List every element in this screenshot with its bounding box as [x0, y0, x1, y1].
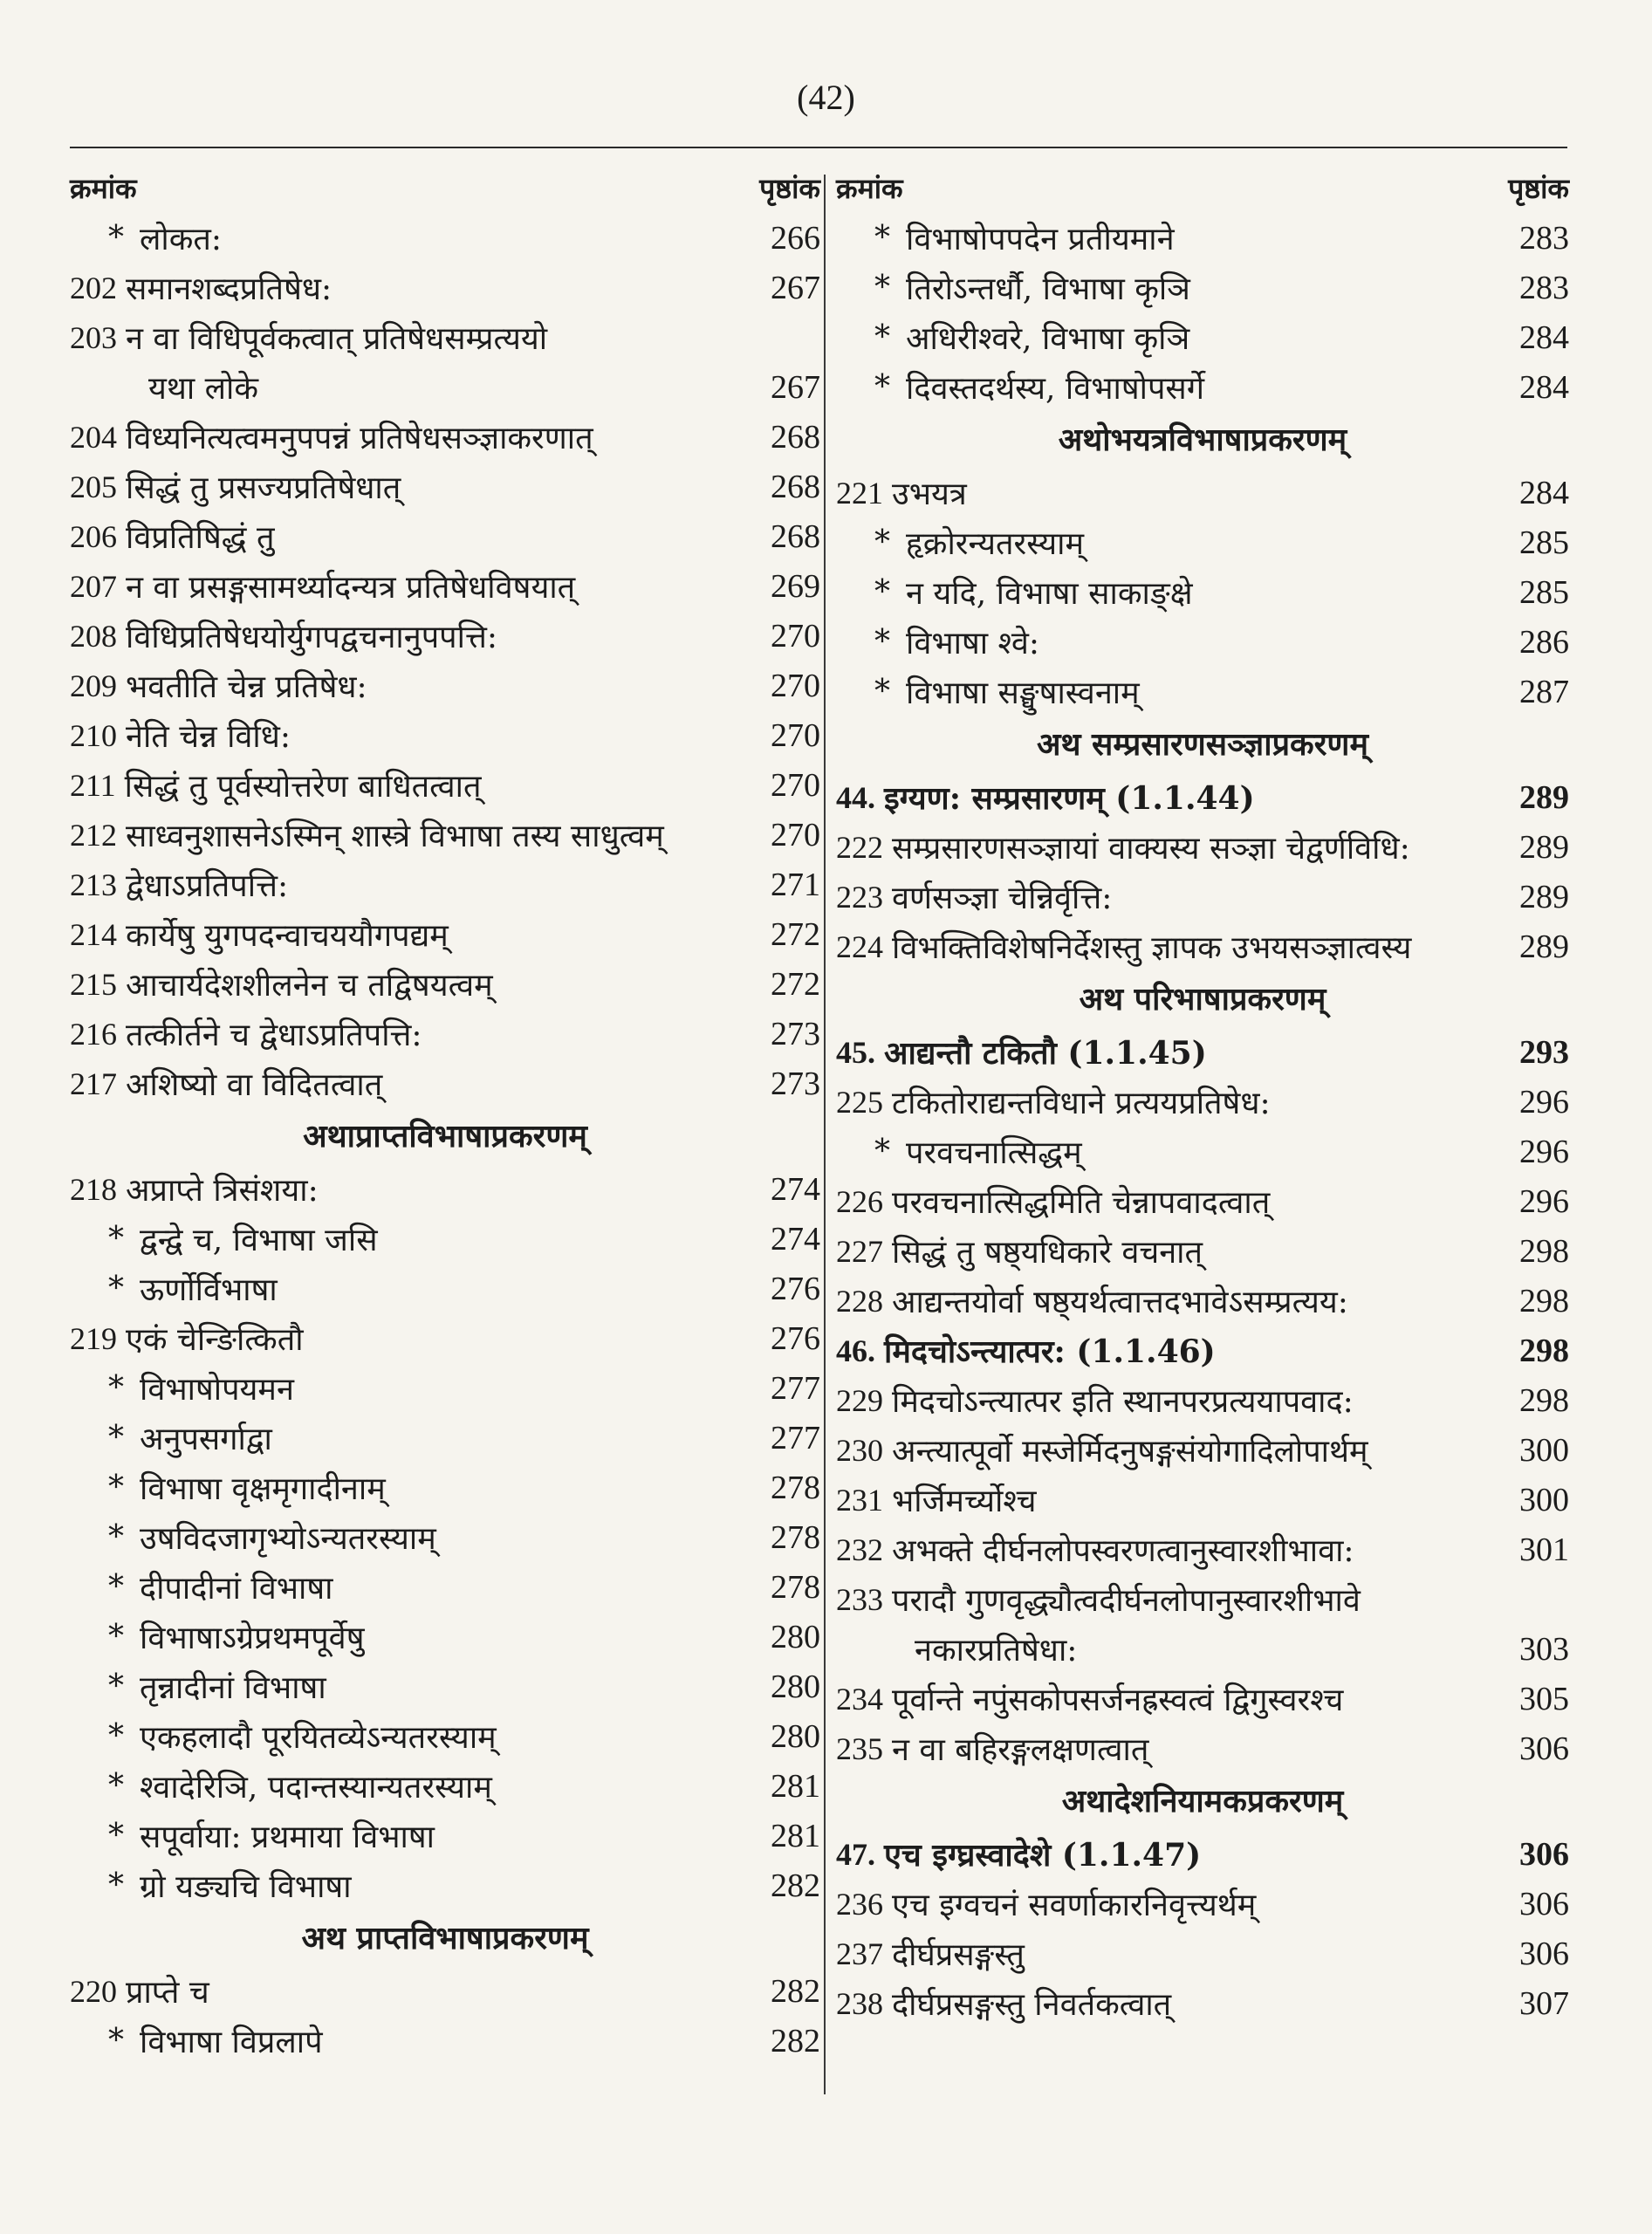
page-ref: 278	[771, 1518, 820, 1556]
entry-number: 214	[70, 916, 117, 952]
page-ref: 267	[771, 368, 820, 406]
page-ref: 270	[771, 766, 820, 804]
asterisk-marker: *	[108, 2023, 124, 2059]
page-ref: 282	[771, 2022, 820, 2059]
entry-number: 226	[836, 1183, 883, 1219]
section-heading: अथोभयत्रविभाषाप्रकरणम्	[1058, 421, 1347, 458]
toc-entry	[836, 617, 1569, 667]
asterisk-marker: *	[108, 1519, 124, 1555]
entry-text: आद्यन्तौ टकितौ (1.1.45)	[884, 1035, 1207, 1072]
page-ref: 303	[1519, 1630, 1569, 1668]
entry-number: 205	[70, 469, 117, 504]
page-ref: 306	[1519, 1935, 1569, 1972]
page-ref: 289	[1519, 778, 1569, 816]
entry-text: न यदि, विभाषा साकाङ्क्षे	[906, 576, 1193, 612]
toc-entry	[70, 611, 820, 661]
asterisk-marker: *	[108, 1370, 124, 1406]
entry-number: 212	[70, 817, 117, 853]
asterisk-marker: *	[108, 1669, 124, 1704]
toc-entry	[70, 1811, 820, 1861]
entry-text: द्वेधाऽप्रतिपत्ति:	[126, 868, 289, 904]
entry-text: अशिष्यो वा विदितत्वात्	[126, 1067, 383, 1103]
page-ref: 273	[771, 1065, 820, 1102]
toc-entry	[70, 1711, 820, 1761]
asterisk-marker: *	[108, 1470, 124, 1505]
asterisk-marker: *	[108, 220, 124, 256]
page-ref: 276	[771, 1319, 820, 1357]
entry-number: 215	[70, 966, 117, 1002]
toc-entry	[836, 1624, 1569, 1674]
page-ref: 272	[771, 915, 820, 953]
entry-number: 213	[70, 867, 117, 902]
page-ref: 282	[771, 1867, 820, 1904]
entry-text: वर्णसञ्ज्ञा चेन्निर्वृत्ति:	[892, 881, 1113, 916]
page-ref: 284	[1519, 368, 1569, 406]
entry-text: यथा लोके	[148, 371, 259, 407]
section-heading: अथादेशनियामकप्रकरणम्	[1061, 1783, 1344, 1819]
page-ref: 305	[1519, 1680, 1569, 1717]
toc-entry	[836, 1879, 1569, 1929]
entry-number: 220	[70, 1973, 117, 2009]
entry-text: अप्राप्ते त्रिसंशया:	[126, 1173, 319, 1209]
entry-text: टकितोराद्यन्तविधाने प्रत्ययप्रतिषेध:	[892, 1086, 1271, 1121]
page-ref: 282	[771, 1972, 820, 2010]
toc-entry	[836, 468, 1569, 517]
toc-entry	[836, 1226, 1569, 1276]
entry-number: 237	[836, 1936, 883, 1971]
toc-entry	[70, 362, 820, 412]
toc-entry	[70, 1214, 820, 1264]
entry-text: तिरोऽन्तर्धौ, विभाषा कृञि	[906, 271, 1190, 307]
toc-entry	[836, 1127, 1569, 1176]
page-ref: 278	[771, 1469, 820, 1506]
page-ref: 285	[1519, 573, 1569, 611]
sutra-entry	[836, 1829, 1569, 1879]
page-ref: 306	[1519, 1885, 1569, 1922]
page-ref: 289	[1519, 878, 1569, 915]
toc-entry	[836, 517, 1569, 567]
page-ref: 270	[771, 816, 820, 853]
toc-entry	[836, 213, 1569, 263]
page-ref: 298	[1519, 1332, 1569, 1369]
entry-text: नेति चेन्न विधि:	[126, 719, 291, 755]
toc-entry	[836, 1276, 1569, 1326]
toc-entry	[836, 1978, 1569, 2028]
page-ref: 306	[1519, 1730, 1569, 1767]
section-heading: अथाप्राप्तविभाषाप्रकरणम्	[303, 1118, 587, 1155]
page-ref: 286	[1519, 623, 1569, 661]
entry-text: विभाषा वृक्षमृगादीनाम्	[140, 1471, 386, 1507]
entry-text: सम्प्रसारणसञ्ज्ञायां वाक्यस्य सञ्ज्ञा चेद्वर्णविधि:	[892, 831, 1410, 867]
page-ref: 284	[1519, 474, 1569, 511]
entry-text: दिवस्तदर्थस्य, विभाषोपसर्गे	[906, 371, 1205, 407]
sutra-entry	[836, 772, 1569, 822]
entry-text: दीपादीनां विभाषा	[140, 1571, 333, 1607]
toc-entry	[836, 312, 1569, 362]
asterisk-marker: *	[108, 1718, 124, 1754]
entry-text: भवतीति चेन्न प्रतिषेध:	[126, 669, 367, 705]
sutra-entry	[836, 1326, 1569, 1375]
entry-text: सिद्धं तु षष्ठ्यधिकारे वचनात्	[892, 1235, 1203, 1271]
toc-entry	[70, 1264, 820, 1313]
entry-text: दीर्घप्रसङ्गस्तु निवर्तकत्वात्	[892, 1987, 1172, 2023]
entry-number: 209	[70, 668, 117, 703]
toc-entry	[836, 1475, 1569, 1525]
entry-text: मिदचोऽन्त्यात्पर: (1.1.46)	[884, 1333, 1216, 1370]
asterisk-marker: *	[108, 1569, 124, 1605]
page-ref: 268	[771, 418, 820, 456]
page-ref: 277	[771, 1369, 820, 1407]
toc-entry	[836, 1574, 1569, 1624]
entry-text: विध्यनित्यत्वमनुपपन्नं प्रतिषेधसञ्ज्ञाकरणात्	[126, 421, 593, 456]
page-ref: 270	[771, 716, 820, 754]
page-ref: 283	[1519, 269, 1569, 306]
entry-number: 236	[836, 1886, 883, 1922]
entry-number: 223	[836, 879, 883, 915]
entry-text: भर्जिमर्च्योश्च	[892, 1484, 1037, 1519]
toc-entry	[70, 1363, 820, 1413]
entry-text: परवचनात्सिद्धमिति चेन्नापवादत्वात्	[892, 1185, 1271, 1221]
entry-number: 221	[836, 475, 883, 511]
entry-text: इग्यण: सम्प्रसारणम् (1.1.44)	[884, 780, 1255, 817]
entry-text: ग्रो यङ्यचि विभाषा	[140, 1869, 352, 1905]
entry-text: मिदचोऽन्त्यात्पर इति स्थानपरप्रत्ययापवाद:	[892, 1384, 1354, 1420]
entry-number: 219	[70, 1320, 117, 1356]
entry-text: अनुपसर्गाद्वा	[140, 1422, 272, 1457]
entry-text: तत्कीर्तने च द्वेधाऽप्रतिपत्ति:	[126, 1018, 422, 1053]
left-column-header	[70, 162, 820, 213]
entry-number: 218	[70, 1171, 117, 1207]
asterisk-marker: *	[108, 1420, 124, 1456]
toc-entry	[70, 312, 820, 362]
entry-text: अधिरीश्वरे, विभाषा कृञि	[906, 321, 1190, 357]
asterisk-marker: *	[874, 524, 890, 560]
entry-text: तृन्नादीनां विभाषा	[140, 1670, 326, 1706]
entry-number: 203	[70, 319, 117, 355]
entry-text: लोकत:	[140, 222, 223, 257]
page-ref: 280	[771, 1668, 820, 1705]
page-ref: 267	[771, 269, 820, 306]
toc-entry	[70, 561, 820, 611]
page-ref: 272	[771, 965, 820, 1003]
section-heading: अथ प्राप्तविभाषाप्रकरणम्	[301, 1920, 589, 1956]
toc-entry	[70, 1009, 820, 1059]
entry-number: 234	[836, 1681, 883, 1717]
entry-text: श्वादेरिञि, पदान्तस्यान्यतरस्याम्	[140, 1770, 492, 1806]
entry-text: दीर्घप्रसङ्गस्तु	[892, 1937, 1025, 1973]
toc-entry	[836, 1674, 1569, 1723]
entry-number: 207	[70, 568, 117, 604]
entry-text: एच इग्वचनं सवर्णाकारनिवृत्त्यर्थम्	[892, 1888, 1257, 1923]
toc-entry	[836, 1077, 1569, 1127]
toc-entry	[70, 462, 820, 511]
toc-entry	[836, 567, 1569, 617]
entry-text: आचार्यदेशशीलनेन च तद्विषयत्वम्	[126, 968, 493, 1004]
page-ref: 278	[771, 1568, 820, 1606]
page-ref: 273	[771, 1015, 820, 1052]
toc-entry	[836, 1525, 1569, 1574]
entry-text: सपूर्वाया: प्रथमाया विभाषा	[140, 1819, 435, 1855]
toc-entry	[836, 922, 1569, 971]
page-ref: 289	[1519, 828, 1569, 866]
toc-entry	[70, 909, 820, 959]
page-ref: 280	[771, 1618, 820, 1655]
entry-text: पूर्वान्ते नपुंसकोपसर्जनह्रस्वत्वं द्विगुस्वरश्च	[892, 1682, 1344, 1718]
asterisk-marker: *	[874, 270, 890, 305]
entry-text: समानशब्दप्रतिषेध:	[126, 271, 332, 307]
entry-number: 233	[836, 1581, 883, 1617]
toc-entry	[70, 1562, 820, 1612]
entry-number: 231	[836, 1482, 883, 1518]
entry-text: एकं चेन्ङित्कितौ	[126, 1322, 304, 1358]
left-column	[70, 162, 820, 2066]
asterisk-marker: *	[874, 319, 890, 355]
page-ref: 276	[771, 1270, 820, 1307]
entry-number: 228	[836, 1283, 883, 1319]
toc-entry	[836, 263, 1569, 312]
entry-number: 211	[70, 767, 116, 803]
entry-number: 204	[70, 419, 117, 455]
page-number: (42)	[797, 78, 855, 117]
page-ref: 287	[1519, 673, 1569, 710]
entry-text: उषविदजागृभ्योऽन्यतरस्याम्	[140, 1521, 436, 1557]
page-ref: 269	[771, 567, 820, 605]
entry-text: सिद्धं तु पूर्वस्योत्तरेण बाधितत्वात्	[124, 769, 482, 805]
page-ref: 270	[771, 617, 820, 654]
page-ref: 298	[1519, 1381, 1569, 1419]
entry-number: 238	[836, 1985, 883, 2021]
toc-entry	[836, 667, 1569, 716]
page-ref: 296	[1519, 1083, 1569, 1120]
entry-text: हृक्रोरन्यतरस्याम्	[906, 526, 1084, 562]
page-ref: 293	[1519, 1033, 1569, 1071]
page-ref: 285	[1519, 524, 1569, 561]
toc-entry	[70, 2016, 820, 2066]
entry-number: 210	[70, 717, 117, 753]
asterisk-marker: *	[874, 674, 890, 709]
toc-entry	[836, 362, 1569, 412]
toc-entry	[70, 213, 820, 263]
page-ref: 283	[1519, 219, 1569, 257]
serial-header: क्रमांक	[70, 171, 137, 205]
section-heading: अथ परिभाषाप्रकरणम्	[1079, 981, 1326, 1018]
entry-number: 208	[70, 618, 117, 654]
serial-header: क्रमांक	[836, 171, 903, 205]
page-ref: 296	[1519, 1182, 1569, 1220]
section-heading: अथ सम्प्रसारणसञ्ज्ञाप्रकरणम्	[1037, 726, 1368, 763]
entry-text: न वा विधिपूर्वकत्वात् प्रतिषेधसम्प्रत्ययो	[126, 321, 548, 357]
toc-entry	[70, 263, 820, 312]
entry-number: 222	[836, 829, 883, 865]
page-ref: 268	[771, 517, 820, 555]
entry-text: विभाषा श्वे:	[906, 626, 1039, 661]
entry-number: 232	[836, 1532, 883, 1567]
toc-entry	[70, 1761, 820, 1811]
toc-entry	[836, 1425, 1569, 1475]
toc-entry	[836, 1723, 1569, 1773]
toc-entry	[70, 810, 820, 860]
entry-text: नकारप्रतिषेधा:	[915, 1633, 1078, 1669]
page-ref: 271	[771, 866, 820, 903]
toc-entry	[70, 1966, 820, 2016]
asterisk-marker: *	[108, 1221, 124, 1257]
entry-text: विभाषा सङ्घुषास्वनाम्	[906, 675, 1140, 711]
top-rule	[70, 147, 1567, 148]
entry-text: सिद्धं तु प्रसज्यप्रतिषेधात्	[126, 470, 401, 506]
entry-number: 224	[836, 929, 883, 964]
toc-entry	[836, 1929, 1569, 1978]
asterisk-marker: *	[874, 369, 890, 405]
page-ref: 270	[771, 667, 820, 704]
page-ref: 281	[771, 1817, 820, 1854]
entry-text: उभयत्र	[892, 476, 967, 512]
asterisk-marker: *	[874, 574, 890, 610]
toc-entry	[70, 1164, 820, 1214]
entry-text: कार्येषु युगपदन्वाचययौगपद्यम्	[126, 918, 449, 954]
entry-text: विभाषोपयमन	[140, 1372, 294, 1408]
entry-number: 225	[836, 1084, 883, 1120]
toc-entry	[70, 1662, 820, 1711]
toc-entry	[70, 661, 820, 710]
entry-text: परादौ गुणवृद्ध्यौत्वदीर्घनलोपानुस्वारशीभावे	[892, 1583, 1361, 1619]
page-ref: 298	[1519, 1232, 1569, 1270]
page-ref: 300	[1519, 1481, 1569, 1518]
sutra-number: 46.	[836, 1333, 875, 1368]
toc-entry	[70, 1413, 820, 1463]
sutra-number: 45.	[836, 1034, 875, 1070]
asterisk-marker: *	[108, 1867, 124, 1903]
entry-text: अभक्ते दीर्घनलोपस्वरणत्वानुस्वारशीभावा:	[892, 1533, 1354, 1569]
right-entries	[836, 213, 1569, 2028]
entry-text: न वा प्रसङ्गसामर्थ्यादन्यत्र प्रतिषेधविषयात्	[126, 570, 576, 606]
page-header: पृष्ठांक	[759, 171, 820, 205]
page-ref: 268	[771, 468, 820, 505]
toc-entry	[70, 1861, 820, 1910]
asterisk-marker: *	[108, 1619, 124, 1655]
page-ref: 289	[1519, 928, 1569, 965]
page-ref: 274	[771, 1170, 820, 1208]
toc-entry	[70, 1313, 820, 1363]
entry-text: अन्त्यात्पूर्वो मस्जेर्मिदनुषङ्गसंयोगादिलोपार्थम्	[892, 1434, 1368, 1470]
entry-number: 227	[836, 1233, 883, 1269]
page-ref: 307	[1519, 1984, 1569, 2022]
column-divider	[824, 175, 826, 2094]
entry-text: साध्वनुशासनेऽस्मिन् शास्त्रे विभाषा तस्य साधुत्वम्	[126, 819, 664, 854]
toc-entry	[836, 822, 1569, 872]
toc-entry	[70, 412, 820, 462]
toc-entry	[70, 1463, 820, 1512]
page-ref: 298	[1519, 1282, 1569, 1319]
page-ref: 296	[1519, 1133, 1569, 1170]
asterisk-marker: *	[108, 1768, 124, 1804]
entry-text: विभाषोपपदेन प्रतीयमाने	[906, 222, 1175, 257]
asterisk-marker: *	[874, 1134, 890, 1169]
page-header: पृष्ठांक	[1508, 171, 1569, 205]
page-ref: 266	[771, 219, 820, 257]
entry-text: द्वन्द्वे च, विभाषा जसि	[140, 1223, 378, 1258]
entry-text: ऊर्णोर्विभाषा	[140, 1272, 278, 1308]
right-column	[836, 162, 1569, 2028]
sutra-number: 44.	[836, 779, 875, 815]
toc-entry	[70, 1512, 820, 1562]
toc-entry	[836, 1375, 1569, 1425]
toc-entry	[70, 959, 820, 1009]
sutra-number: 47.	[836, 1836, 875, 1872]
toc-entry	[836, 872, 1569, 922]
page-ref: 284	[1519, 319, 1569, 356]
entry-number: 202	[70, 270, 117, 305]
entry-text: विभाषाऽग्रेप्रथमपूर्वेषु	[140, 1621, 365, 1656]
entry-number: 230	[836, 1432, 883, 1468]
entry-text: न वा बहिरङ्गलक्षणत्वात्	[892, 1732, 1149, 1768]
right-column-header	[836, 162, 1569, 213]
toc-entry	[70, 860, 820, 909]
entry-text: विभाषा विप्रलापे	[140, 2025, 323, 2060]
entry-number: 216	[70, 1016, 117, 1052]
asterisk-marker: *	[874, 220, 890, 256]
toc-entry	[70, 710, 820, 760]
entry-number: 206	[70, 518, 117, 554]
page-ref: 300	[1519, 1431, 1569, 1469]
entry-text: विधिप्रतिषेधयोर्युगपद्वचनानुपपत्ति:	[126, 620, 497, 655]
page-ref: 306	[1519, 1835, 1569, 1873]
toc-entry	[70, 1059, 820, 1108]
toc-entry	[70, 760, 820, 810]
entry-text: विप्रतिषिद्धं तु	[126, 520, 275, 556]
entry-number: 235	[836, 1730, 883, 1766]
entry-number: 229	[836, 1382, 883, 1418]
page-ref: 274	[771, 1220, 820, 1257]
entry-text: परवचनात्सिद्धम्	[906, 1135, 1082, 1171]
toc-entry	[70, 1612, 820, 1662]
page-ref: 281	[771, 1767, 820, 1805]
left-entries	[70, 213, 820, 2066]
toc-entry	[836, 1176, 1569, 1226]
asterisk-marker: *	[108, 1271, 124, 1306]
entry-text: विभक्तिविशेषनिर्देशस्तु ज्ञापक उभयसञ्ज्ञात्वस्य	[892, 930, 1412, 966]
page-ref: 280	[771, 1717, 820, 1755]
asterisk-marker: *	[874, 624, 890, 660]
toc-entry	[70, 511, 820, 561]
entry-number: 217	[70, 1066, 117, 1101]
entry-text: प्राप्ते च	[126, 1975, 209, 2011]
sutra-entry	[836, 1027, 1569, 1077]
asterisk-marker: *	[108, 1818, 124, 1854]
page-ref: 301	[1519, 1531, 1569, 1568]
page-ref: 277	[771, 1419, 820, 1456]
entry-text: एच इग्घ्रस्वादेशे (1.1.47)	[884, 1837, 1202, 1874]
entry-text: आद्यन्तयोर्वा षष्ठ्यर्थत्वात्तदभावेऽसम्प्रत्यय:	[892, 1285, 1348, 1320]
entry-text: एकहलादौ पूरयितव्येऽन्यतरस्याम्	[140, 1720, 497, 1756]
